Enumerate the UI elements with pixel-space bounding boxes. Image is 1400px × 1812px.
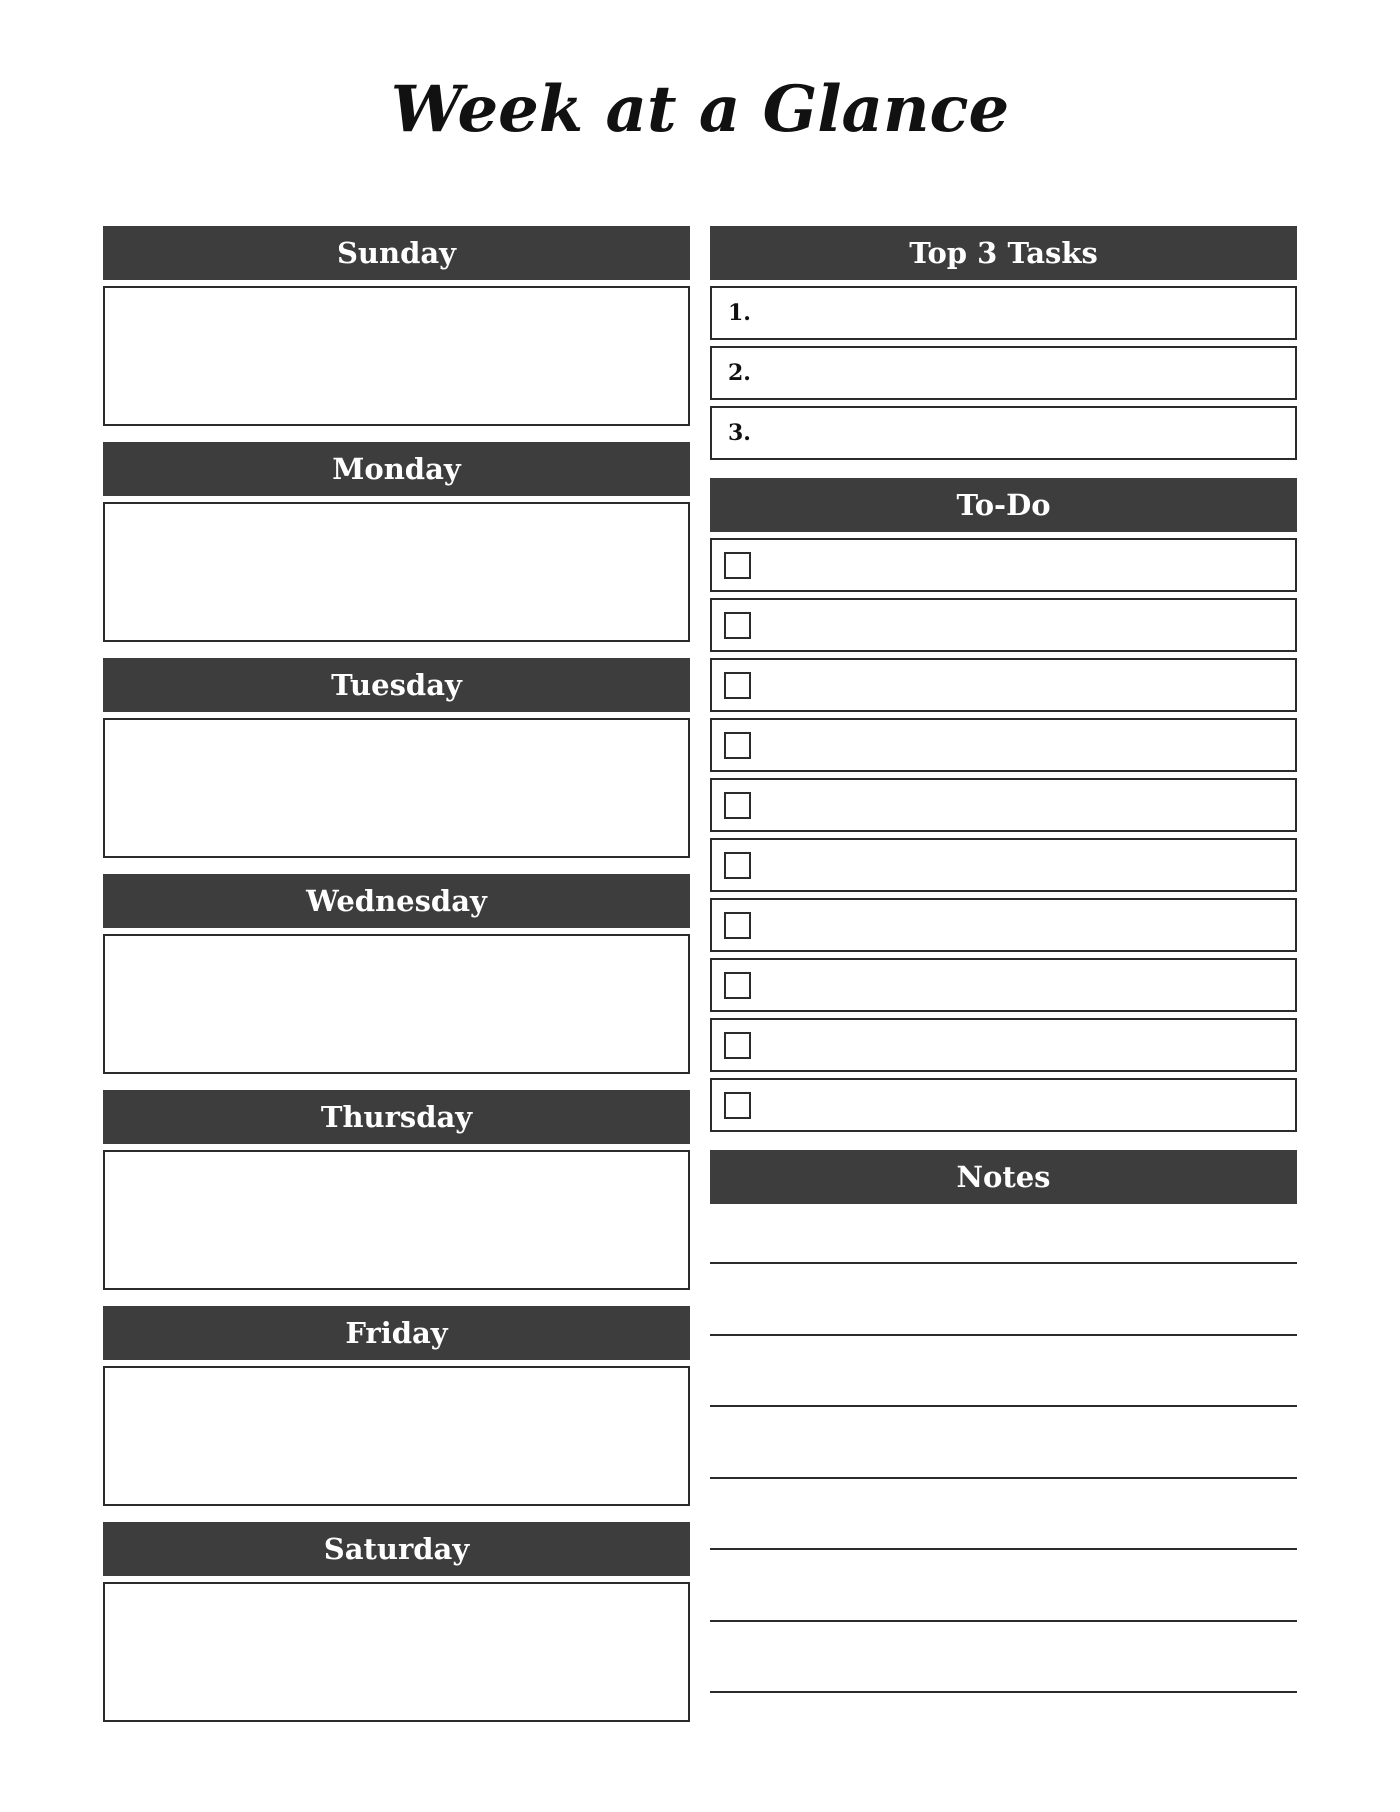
- todo-row[interactable]: [710, 898, 1297, 952]
- todo-checkbox[interactable]: [724, 1092, 751, 1119]
- day-section-wednesday: [103, 874, 690, 1074]
- day-box-friday[interactable]: [103, 1366, 690, 1506]
- todo-checkbox[interactable]: [724, 1032, 751, 1059]
- todo-row[interactable]: [710, 538, 1297, 592]
- day-box-sunday[interactable]: [103, 286, 690, 426]
- top-task-row-3[interactable]: [710, 406, 1297, 460]
- note-line: [710, 1262, 1297, 1264]
- todo-header: To-Do: [710, 478, 1297, 532]
- day-header-saturday: Saturday: [103, 1522, 690, 1576]
- day-section-friday: [103, 1306, 690, 1506]
- top-tasks-header: Top 3 Tasks: [710, 226, 1297, 280]
- day-section-monday: [103, 442, 690, 642]
- todo-checkbox[interactable]: [724, 552, 751, 579]
- todo-checkbox[interactable]: [724, 852, 751, 879]
- day-box-wednesday[interactable]: [103, 934, 690, 1074]
- note-line: [710, 1620, 1297, 1622]
- note-line: [710, 1405, 1297, 1407]
- day-section-tuesday: [103, 658, 690, 858]
- day-box-tuesday[interactable]: [103, 718, 690, 858]
- todo-row[interactable]: [710, 778, 1297, 832]
- todo-row[interactable]: [710, 958, 1297, 1012]
- day-header-wednesday: Wednesday: [103, 874, 690, 928]
- todo-checkbox[interactable]: [724, 972, 751, 999]
- day-section-saturday: [103, 1522, 690, 1722]
- notes-area[interactable]: [710, 1204, 1297, 1704]
- note-line: [710, 1334, 1297, 1336]
- top-task-number: 2.: [728, 360, 751, 386]
- todo-row[interactable]: [710, 718, 1297, 772]
- todo-row[interactable]: [710, 1018, 1297, 1072]
- day-header-thursday: Thursday: [103, 1090, 690, 1144]
- day-box-monday[interactable]: [103, 502, 690, 642]
- top-task-row-2[interactable]: [710, 346, 1297, 400]
- note-line: [710, 1691, 1297, 1693]
- todo-list: [710, 538, 1297, 1132]
- tasks-column: [710, 226, 1297, 1704]
- todo-checkbox[interactable]: [724, 612, 751, 639]
- todo-row[interactable]: [710, 658, 1297, 712]
- day-header-monday: Monday: [103, 442, 690, 496]
- todo-row[interactable]: [710, 1078, 1297, 1132]
- day-section-sunday: [103, 226, 690, 426]
- day-box-thursday[interactable]: [103, 1150, 690, 1290]
- page-title: Week at a Glance: [390, 72, 1010, 147]
- days-column: [103, 226, 690, 1738]
- day-header-tuesday: Tuesday: [103, 658, 690, 712]
- todo-row[interactable]: [710, 598, 1297, 652]
- day-header-sunday: Sunday: [103, 226, 690, 280]
- note-line: [710, 1477, 1297, 1479]
- todo-row[interactable]: [710, 838, 1297, 892]
- day-header-friday: Friday: [103, 1306, 690, 1360]
- top-task-row-1[interactable]: [710, 286, 1297, 340]
- note-line: [710, 1548, 1297, 1550]
- notes-header: Notes: [710, 1150, 1297, 1204]
- todo-checkbox[interactable]: [724, 672, 751, 699]
- day-box-saturday[interactable]: [103, 1582, 690, 1722]
- top-task-number: 3.: [728, 420, 751, 446]
- day-section-thursday: [103, 1090, 690, 1290]
- top-task-number: 1.: [728, 300, 751, 326]
- todo-checkbox[interactable]: [724, 912, 751, 939]
- todo-checkbox[interactable]: [724, 732, 751, 759]
- todo-checkbox[interactable]: [724, 792, 751, 819]
